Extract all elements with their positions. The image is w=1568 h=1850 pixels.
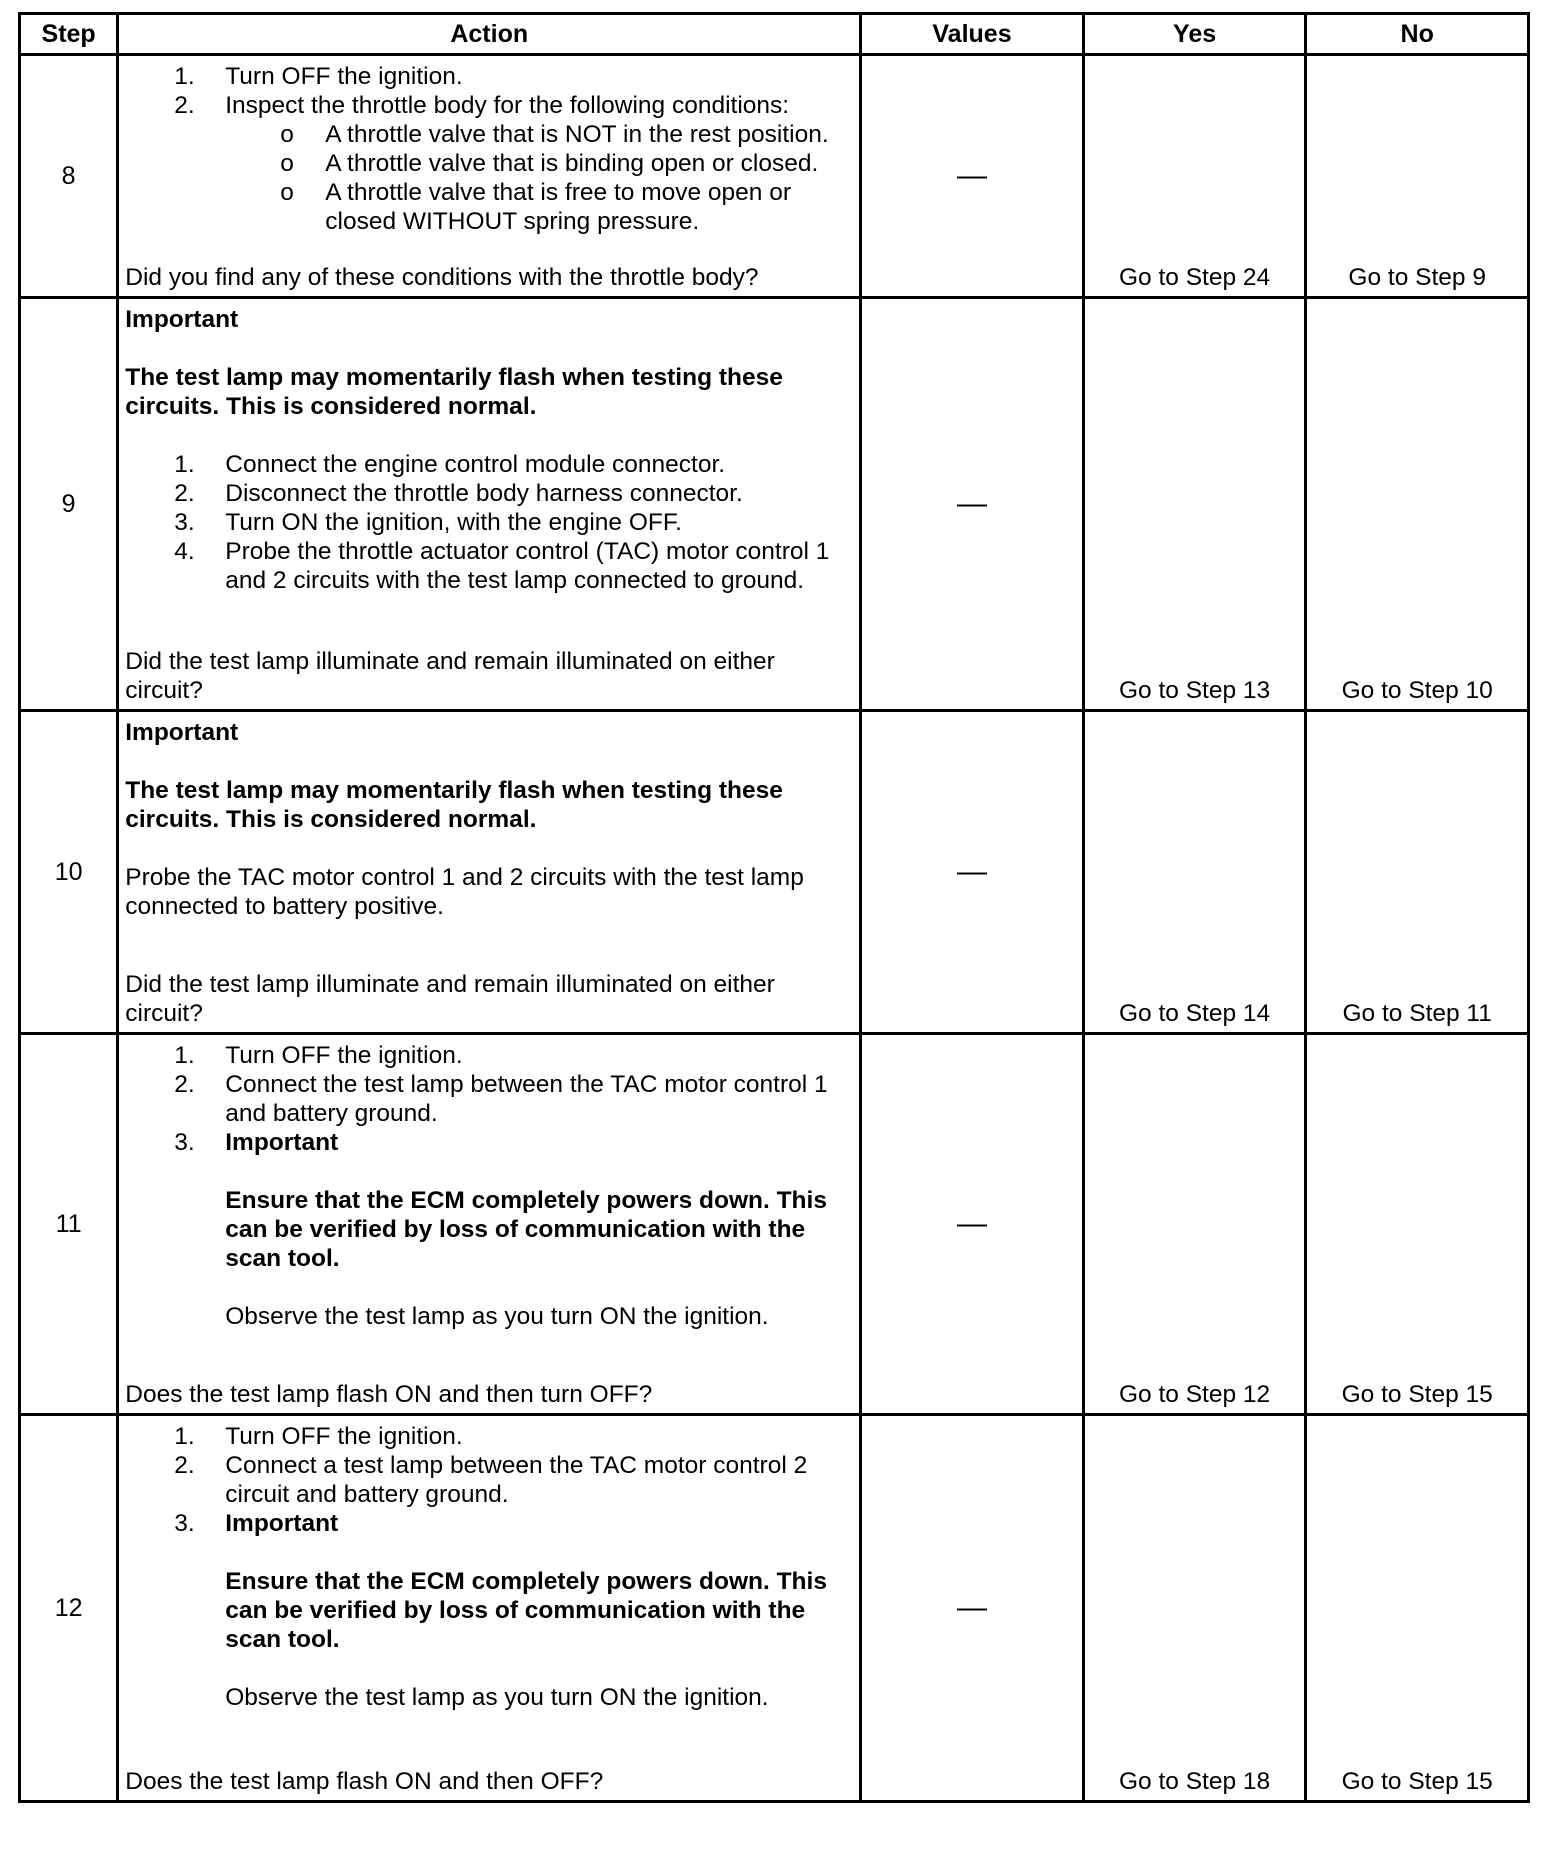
- list-item: 1. Turn OFF the ignition.: [174, 1042, 463, 1069]
- step-number: 10: [20, 711, 118, 1034]
- header-action: Action: [118, 14, 861, 55]
- question-text: Did you find any of these conditions with the throttle body?: [125, 264, 759, 291]
- action-cell: [118, 1034, 861, 1415]
- yes-link[interactable]: Go to Step 14: [1118, 999, 1271, 1027]
- header-no: No: [1306, 14, 1529, 55]
- yes-link[interactable]: Go to Step 24: [1118, 263, 1271, 291]
- yes-cell: [1083, 1034, 1306, 1415]
- list-item: 2. Inspect the throttle body for the following conditions:: [174, 92, 790, 119]
- header-row: [20, 14, 1529, 55]
- observe-text: Observe the test lamp as you turn ON the ignition.: [225, 1303, 769, 1330]
- list-item: 2. Connect the test lamp between the TAC motor control 1 and battery ground.: [174, 1071, 828, 1127]
- important-note: The test lamp may momentarily flash when testing these circuits. This is considered normal.: [125, 364, 783, 420]
- yes-cell: [1083, 711, 1306, 1034]
- list-item: 3. Turn ON the ignition, with the engine OFF.: [174, 509, 682, 536]
- important-note: Ensure that the ECM completely powers down. This can be verified by loss of communication with the scan tool.: [225, 1568, 827, 1653]
- step-number: 8: [20, 55, 118, 298]
- table-row: [20, 298, 1529, 711]
- value-cell: —: [861, 1415, 1084, 1802]
- list-item: 1. Turn OFF the ignition.: [174, 1423, 463, 1450]
- table-row: [20, 1034, 1529, 1415]
- question-text: Did the test lamp illuminate and remain illuminated on either circuit?: [125, 648, 775, 704]
- list-item: 1. Turn OFF the ignition.: [174, 63, 463, 90]
- action-cell: [118, 55, 861, 298]
- header-values: Values: [861, 14, 1084, 55]
- step-number: 12: [20, 1415, 118, 1802]
- action-cell: [118, 1415, 861, 1802]
- no-cell: [1306, 298, 1529, 711]
- step-number: 11: [20, 1034, 118, 1415]
- step-number: 9: [20, 298, 118, 711]
- question-text: Does the test lamp flash ON and then OFF?: [125, 1768, 604, 1795]
- no-cell: [1306, 55, 1529, 298]
- observe-text: Observe the test lamp as you turn ON the ignition.: [225, 1684, 769, 1711]
- table-row: [20, 55, 1529, 298]
- question-text: Did the test lamp illuminate and remain illuminated on either circuit?: [125, 971, 775, 1027]
- no-link[interactable]: Go to Step 15: [1341, 1767, 1493, 1795]
- yes-link[interactable]: Go to Step 12: [1118, 1380, 1271, 1408]
- header-step: Step: [20, 14, 118, 55]
- sub-list-item: o A throttle valve that is NOT in the rest position.: [280, 121, 829, 148]
- value-cell: —: [861, 55, 1084, 298]
- value-cell: —: [861, 298, 1084, 711]
- list-item: 2. Disconnect the throttle body harness connector.: [174, 480, 743, 507]
- list-item: 2. Connect a test lamp between the TAC motor control 2 circuit and battery ground.: [174, 1452, 808, 1508]
- no-cell: [1306, 1034, 1529, 1415]
- table-row: [20, 1415, 1529, 1802]
- important-note: The test lamp may momentarily flash when testing these circuits. This is considered normal.: [125, 777, 783, 833]
- sub-list-item: o A throttle valve that is binding open or closed.: [280, 150, 819, 177]
- list-item: 1. Connect the engine control module connector.: [174, 451, 726, 478]
- list-item: 3. Important: [174, 1510, 339, 1537]
- action-cell: [118, 298, 861, 711]
- no-link[interactable]: Go to Step 9: [1348, 263, 1486, 291]
- diagnostic-table: [18, 12, 1530, 1803]
- instruction-text: Probe the TAC motor control 1 and 2 circuits with the test lamp connected to battery positive.: [125, 864, 804, 920]
- yes-cell: [1083, 1415, 1306, 1802]
- yes-link[interactable]: Go to Step 18: [1118, 1767, 1271, 1795]
- list-item: 3. Important: [174, 1129, 339, 1156]
- no-link[interactable]: Go to Step 11: [1342, 999, 1492, 1027]
- yes-cell: [1083, 55, 1306, 298]
- table-row: [20, 711, 1529, 1034]
- no-link[interactable]: Go to Step 10: [1341, 676, 1493, 704]
- important-title: Important: [125, 306, 239, 333]
- list-item: 4. Probe the throttle actuator control (TAC) motor control 1 and 2 circuits with the test lamp connected to ground.: [174, 538, 830, 594]
- no-cell: [1306, 1415, 1529, 1802]
- no-cell: [1306, 711, 1529, 1034]
- header-yes: Yes: [1083, 14, 1306, 55]
- yes-cell: [1083, 298, 1306, 711]
- question-text: Does the test lamp flash ON and then turn OFF?: [125, 1381, 653, 1408]
- value-cell: —: [861, 1034, 1084, 1415]
- yes-link[interactable]: Go to Step 13: [1118, 676, 1271, 704]
- sub-list-item: o A throttle valve that is free to move open or closed WITHOUT spring pressure.: [280, 179, 792, 235]
- important-note: Ensure that the ECM completely powers down. This can be verified by loss of communication with the scan tool.: [225, 1187, 827, 1272]
- no-link[interactable]: Go to Step 15: [1341, 1380, 1493, 1408]
- action-cell: [118, 711, 861, 1034]
- important-title: Important: [125, 719, 239, 746]
- value-cell: —: [861, 711, 1084, 1034]
